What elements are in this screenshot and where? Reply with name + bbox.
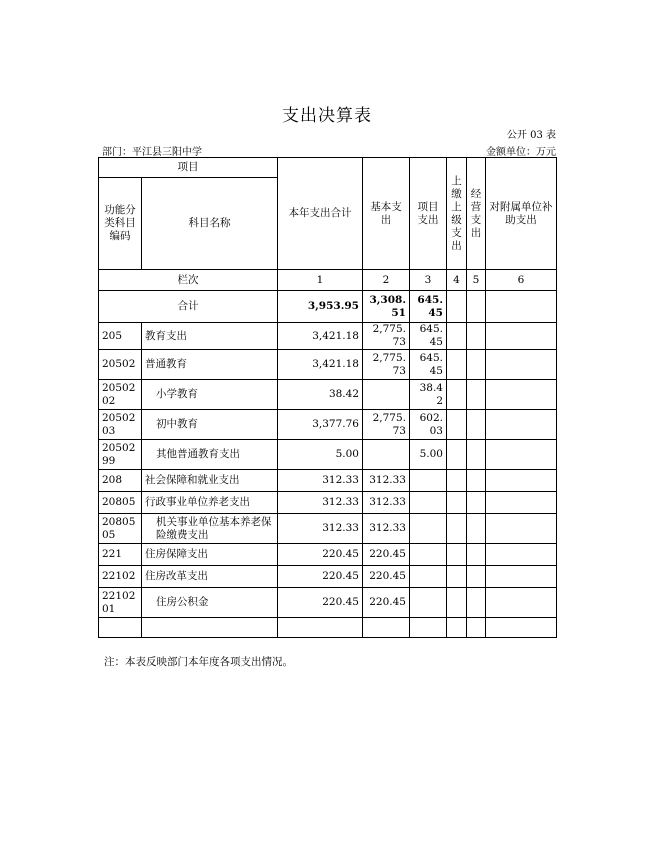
column-3: 3 — [410, 270, 447, 291]
expenditure-table — [98, 157, 557, 638]
row-project — [410, 544, 447, 566]
row-total: 312.33 — [278, 470, 363, 492]
row-code: 2050299 — [99, 440, 142, 470]
row-name: 机关事业单位基本养老保险缴费支出 — [142, 514, 278, 544]
row-upper — [447, 323, 467, 350]
row-basic: 220.45 — [363, 566, 410, 588]
total-amount: 3,953.95 — [278, 291, 363, 323]
row-subsidy — [486, 350, 557, 380]
row-name: 小学教育 — [142, 380, 278, 410]
total-basic: 3,308.51 — [363, 291, 410, 323]
row-upper — [447, 410, 467, 440]
row-name: 行政事业单位养老支出 — [142, 492, 278, 514]
row-project — [410, 492, 447, 514]
row-total: 5.00 — [278, 440, 363, 470]
row-total: 220.45 — [278, 588, 363, 618]
row-upper — [447, 588, 467, 618]
row-project — [410, 470, 447, 492]
row-project: 602.03 — [410, 410, 447, 440]
row-name: 住房保障支出 — [142, 544, 278, 566]
row-subsidy — [486, 470, 557, 492]
row-total: 38.42 — [278, 380, 363, 410]
header-project-exp: 项目支出 — [410, 158, 447, 270]
row-upper — [447, 566, 467, 588]
row-name: 初中教育 — [142, 410, 278, 440]
row-business — [467, 470, 486, 492]
row-business — [467, 514, 486, 544]
row-code: 2210201 — [99, 588, 142, 618]
column-6: 6 — [486, 270, 557, 291]
row-upper — [447, 350, 467, 380]
total-project: 645.45 — [410, 291, 447, 323]
row-basic — [363, 440, 410, 470]
row-upper — [447, 380, 467, 410]
row-upper — [447, 470, 467, 492]
header-business: 经营支出 — [467, 158, 486, 270]
footnote: 注：本表反映部门本年度各项支出情况。 — [104, 656, 293, 668]
row-total: 220.45 — [278, 566, 363, 588]
row-project: 38.42 — [410, 380, 447, 410]
row-subsidy — [486, 440, 557, 470]
row-total: 220.45 — [278, 544, 363, 566]
row-name: 普通教育 — [142, 350, 278, 380]
row-code: 20805 — [99, 492, 142, 514]
row-basic: 2,775.73 — [363, 410, 410, 440]
unit-label: 金额单位：万元 — [486, 147, 556, 158]
row-basic: 220.45 — [363, 544, 410, 566]
header-basic: 基本支出 — [363, 158, 410, 270]
row-business — [467, 323, 486, 350]
row-subsidy — [486, 492, 557, 514]
row-subsidy — [486, 544, 557, 566]
row-upper — [447, 492, 467, 514]
table-row — [99, 323, 557, 350]
row-upper — [447, 514, 467, 544]
row-business — [467, 588, 486, 618]
page-title: 支出决算表 — [282, 106, 372, 126]
row-code: 20502 — [99, 350, 142, 380]
row-project: 645.45 — [410, 323, 447, 350]
row-total: 312.33 — [278, 492, 363, 514]
row-project — [410, 588, 447, 618]
total-row — [99, 291, 557, 323]
form-number: 公开 03 表 — [506, 130, 556, 141]
row-subsidy — [486, 380, 557, 410]
row-total: 312.33 — [278, 514, 363, 544]
table-row — [99, 440, 557, 470]
row-name: 社会保障和就业支出 — [142, 470, 278, 492]
table-row — [99, 588, 557, 618]
row-business — [467, 492, 486, 514]
row-basic — [363, 380, 410, 410]
row-subsidy — [486, 323, 557, 350]
column-label: 栏次 — [99, 270, 278, 291]
header-total: 本年支出合计 — [278, 158, 363, 270]
header-upper: 上缴上级支出 — [447, 158, 467, 270]
row-basic: 2,775.73 — [363, 350, 410, 380]
empty-row — [99, 618, 557, 638]
table-row — [99, 350, 557, 380]
row-business — [467, 544, 486, 566]
table-row — [99, 566, 557, 588]
column-1: 1 — [278, 270, 363, 291]
row-subsidy — [486, 566, 557, 588]
row-subsidy — [486, 514, 557, 544]
table-row — [99, 514, 557, 544]
header-func-code: 功能分类科目编码 — [99, 178, 142, 270]
table-row — [99, 544, 557, 566]
row-business — [467, 566, 486, 588]
row-project — [410, 514, 447, 544]
row-basic: 312.33 — [363, 470, 410, 492]
row-code: 22102 — [99, 566, 142, 588]
header-project: 项目 — [99, 158, 278, 178]
row-code: 205 — [99, 323, 142, 350]
total-label: 合计 — [99, 291, 278, 323]
row-name: 其他普通教育支出 — [142, 440, 278, 470]
row-business — [467, 350, 486, 380]
row-total: 3,421.18 — [278, 350, 363, 380]
header-subsidy: 对附属单位补助支出 — [486, 158, 557, 270]
row-total: 3,377.76 — [278, 410, 363, 440]
table-row — [99, 380, 557, 410]
row-subsidy — [486, 410, 557, 440]
row-total: 3,421.18 — [278, 323, 363, 350]
row-business — [467, 440, 486, 470]
column-2: 2 — [363, 270, 410, 291]
row-name: 住房公积金 — [142, 588, 278, 618]
row-code: 2050202 — [99, 380, 142, 410]
row-basic: 220.45 — [363, 588, 410, 618]
table-row — [99, 492, 557, 514]
row-business — [467, 380, 486, 410]
row-project: 5.00 — [410, 440, 447, 470]
row-project — [410, 566, 447, 588]
row-basic: 2,775.73 — [363, 323, 410, 350]
header-item-name: 科目名称 — [142, 178, 278, 270]
column-5: 5 — [467, 270, 486, 291]
column-4: 4 — [447, 270, 467, 291]
row-code: 2050203 — [99, 410, 142, 440]
table-row — [99, 470, 557, 492]
row-name: 教育支出 — [142, 323, 278, 350]
row-upper — [447, 440, 467, 470]
table-row — [99, 410, 557, 440]
row-code: 2080505 — [99, 514, 142, 544]
row-name: 住房改革支出 — [142, 566, 278, 588]
row-business — [467, 410, 486, 440]
row-subsidy — [486, 588, 557, 618]
row-basic: 312.33 — [363, 514, 410, 544]
row-project: 645.45 — [410, 350, 447, 380]
row-basic: 312.33 — [363, 492, 410, 514]
row-upper — [447, 544, 467, 566]
department-label: 部门：平江县三阳中学 — [102, 147, 202, 158]
row-code: 221 — [99, 544, 142, 566]
row-code: 208 — [99, 470, 142, 492]
